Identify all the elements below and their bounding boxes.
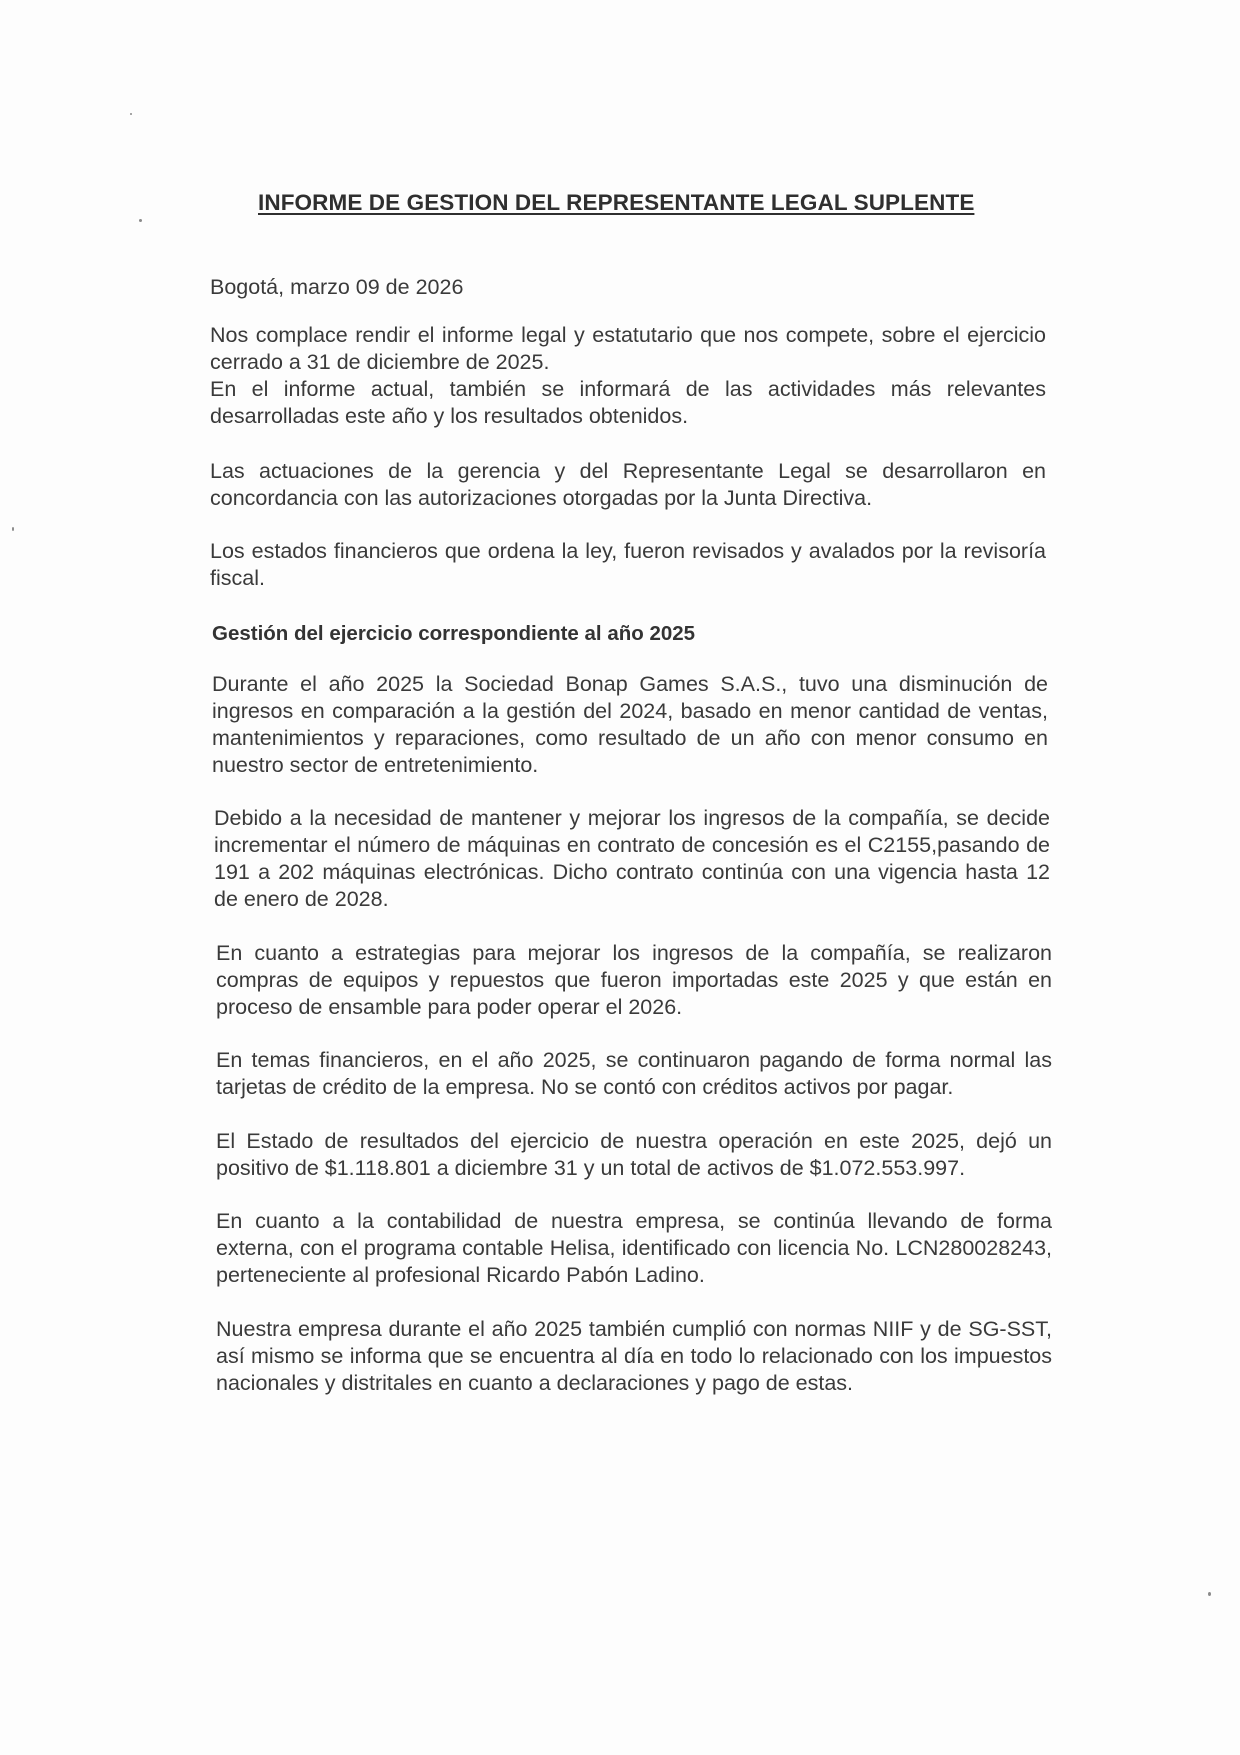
body-paragraph-7: Nuestra empresa durante el año 2025 también cumplió con normas NIIF y de SG-SST, así mismo se informa que se encuentra al día en todo lo relacionado con los impuestos nacionales y distritales en cuanto a declaraciones y pago de estas. (216, 1317, 1052, 1395)
date-line: Bogotá, marzo 09 de 2026 (210, 275, 464, 299)
intro-paragraph-2: En el informe actual, también se informará de las actividades más relevantes desarrolladas este año y los resultados obtenidos. (210, 377, 1046, 428)
intro-paragraph-1: Nos complace rendir el informe legal y estatutario que nos compete, sobre el ejercicio cerrado a 31 de diciembre de 2025. (210, 323, 1046, 374)
intro-paragraph-3: Las actuaciones de la gerencia y del Representante Legal se desarrollaron en concordancia con las autorizaciones otorgadas por la Junta Directiva. (210, 459, 1046, 510)
report-title: INFORME DE GESTION DEL REPRESENTANTE LEGAL SUPLENTE (258, 190, 975, 215)
scan-speck (130, 113, 132, 115)
section-heading: Gestión del ejercicio correspondiente al año 2025 (212, 622, 696, 645)
scan-speck (139, 219, 142, 222)
intro-paragraph-4: Los estados financieros que ordena la ley, fueron revisados y avalados por la revisoría fiscal. (210, 539, 1046, 590)
body-paragraph-4: En temas financieros, en el año 2025, se continuaron pagando de forma normal las tarjetas de crédito de la empresa. No se contó con créditos activos por pagar. (216, 1048, 1052, 1099)
body-paragraph-6: En cuanto a la contabilidad de nuestra empresa, se continúa llevando de forma externa, con el programa contable Helisa, identificado con licencia No. LCN280028243, perteneciente al profesional Ricardo Pabón Ladino. (216, 1209, 1052, 1287)
scan-speck (1208, 1592, 1211, 1596)
body-paragraph-5: El Estado de resultados del ejercicio de nuestra operación en este 2025, dejó un positivo de $1.118.801 a diciembre 31 y un total de activos de $1.072.553.997. (216, 1129, 1052, 1180)
body-paragraph-3: En cuanto a estrategias para mejorar los ingresos de la compañía, se realizaron compras de equipos y repuestos que fueron importadas este 2025 y que están en proceso de ensamble para poder operar el 2026. (216, 941, 1052, 1019)
scan-speck (12, 527, 14, 531)
body-paragraph-2: Debido a la necesidad de mantener y mejorar los ingresos de la compañía, se decide incrementar el número de máquinas en contrato de concesión es el C2155,pasando de 191 a 202 máquinas electrónicas. Dicho contrato continúa con una vigencia hasta 12 de enero de 2028. (214, 806, 1050, 911)
body-paragraph-1: Durante el año 2025 la Sociedad Bonap Games S.A.S., tuvo una disminución de ingresos en comparación a la gestión del 2024, basado en menor cantidad de ventas, mantenimientos y reparaciones, como resultado de un año con menor consumo en nuestro sector de entretenimiento. (212, 672, 1048, 777)
